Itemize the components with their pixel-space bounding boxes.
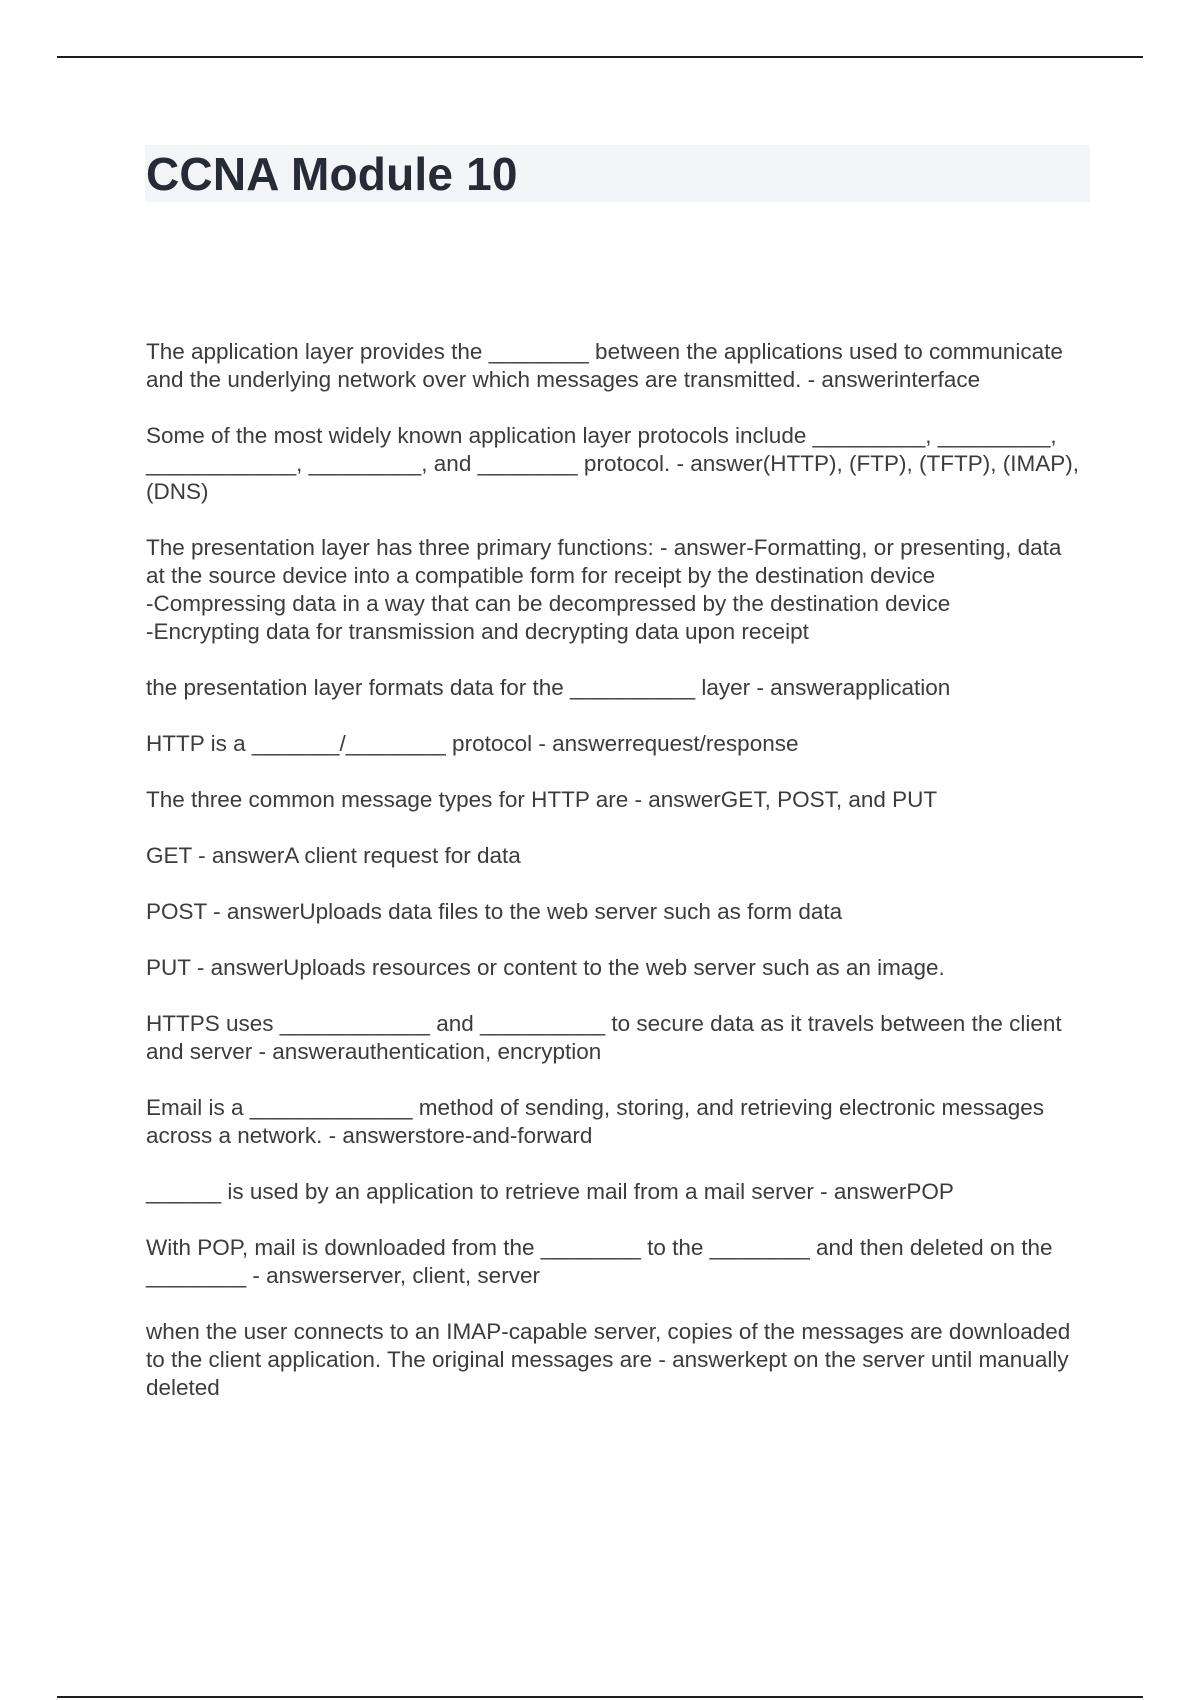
qa-item-9: PUT - answerUploads resources or content to the web server such as an image. [146, 955, 945, 980]
qa-item-12: ______ is used by an application to retrieve mail from a mail server - answerPOP [146, 1179, 954, 1204]
qa-item-14: when the user connects to an IMAP-capable server, copies of the messages are downloaded to the client application. The original messages are - answerkept on the server until manually deleted [146, 1319, 1071, 1400]
qa-item-10: HTTPS uses ____________ and __________ to secure data as it travels between the client and server - answerauthentication, encryption [146, 1011, 1062, 1064]
document-title: CCNA Module 10 [146, 148, 518, 200]
qa-item-8: POST - answerUploads data files to the web server such as form data [146, 899, 843, 924]
qa-item-2: Some of the most widely known application layer protocols include _________, _________, ____________, _________, and ________ protocol. - answer(HTTP), (FTP), (TFTP), (IMAP), (DNS) [146, 423, 1079, 504]
qa-item-13: With POP, mail is downloaded from the ________ to the ________ and then deleted on the ________ - answerserver, client, server [146, 1235, 1053, 1288]
qa-item-7: GET - answerA client request for data [146, 843, 521, 868]
qa-item-1: The application layer provides the ________ between the applications used to communicate and the underlying network over which messages are transmitted. - answerinterface [146, 339, 1063, 392]
qa-list [146, 338, 1086, 1430]
header-rule [57, 56, 1143, 58]
qa-item-3: The presentation layer has three primary functions: - answer-Formatting, or presenting, data at the source device into a compatible form for receipt by the destination device -Compressing data in a way that can be decompressed by the destination device -Encrypting data for transmission and decrypting data upon receipt [146, 535, 1062, 644]
qa-item-11: Email is a _____________ method of sending, storing, and retrieving electronic messages across a network. - answerstore-and-forward [146, 1095, 1045, 1148]
qa-item-6: The three common message types for HTTP are - answerGET, POST, and PUT [146, 787, 938, 812]
footer-rule [57, 1696, 1143, 1698]
qa-item-5: HTTP is a _______/________ protocol - answerrequest/response [146, 731, 799, 756]
qa-item-4: the presentation layer formats data for the __________ layer - answerapplication [146, 675, 951, 700]
